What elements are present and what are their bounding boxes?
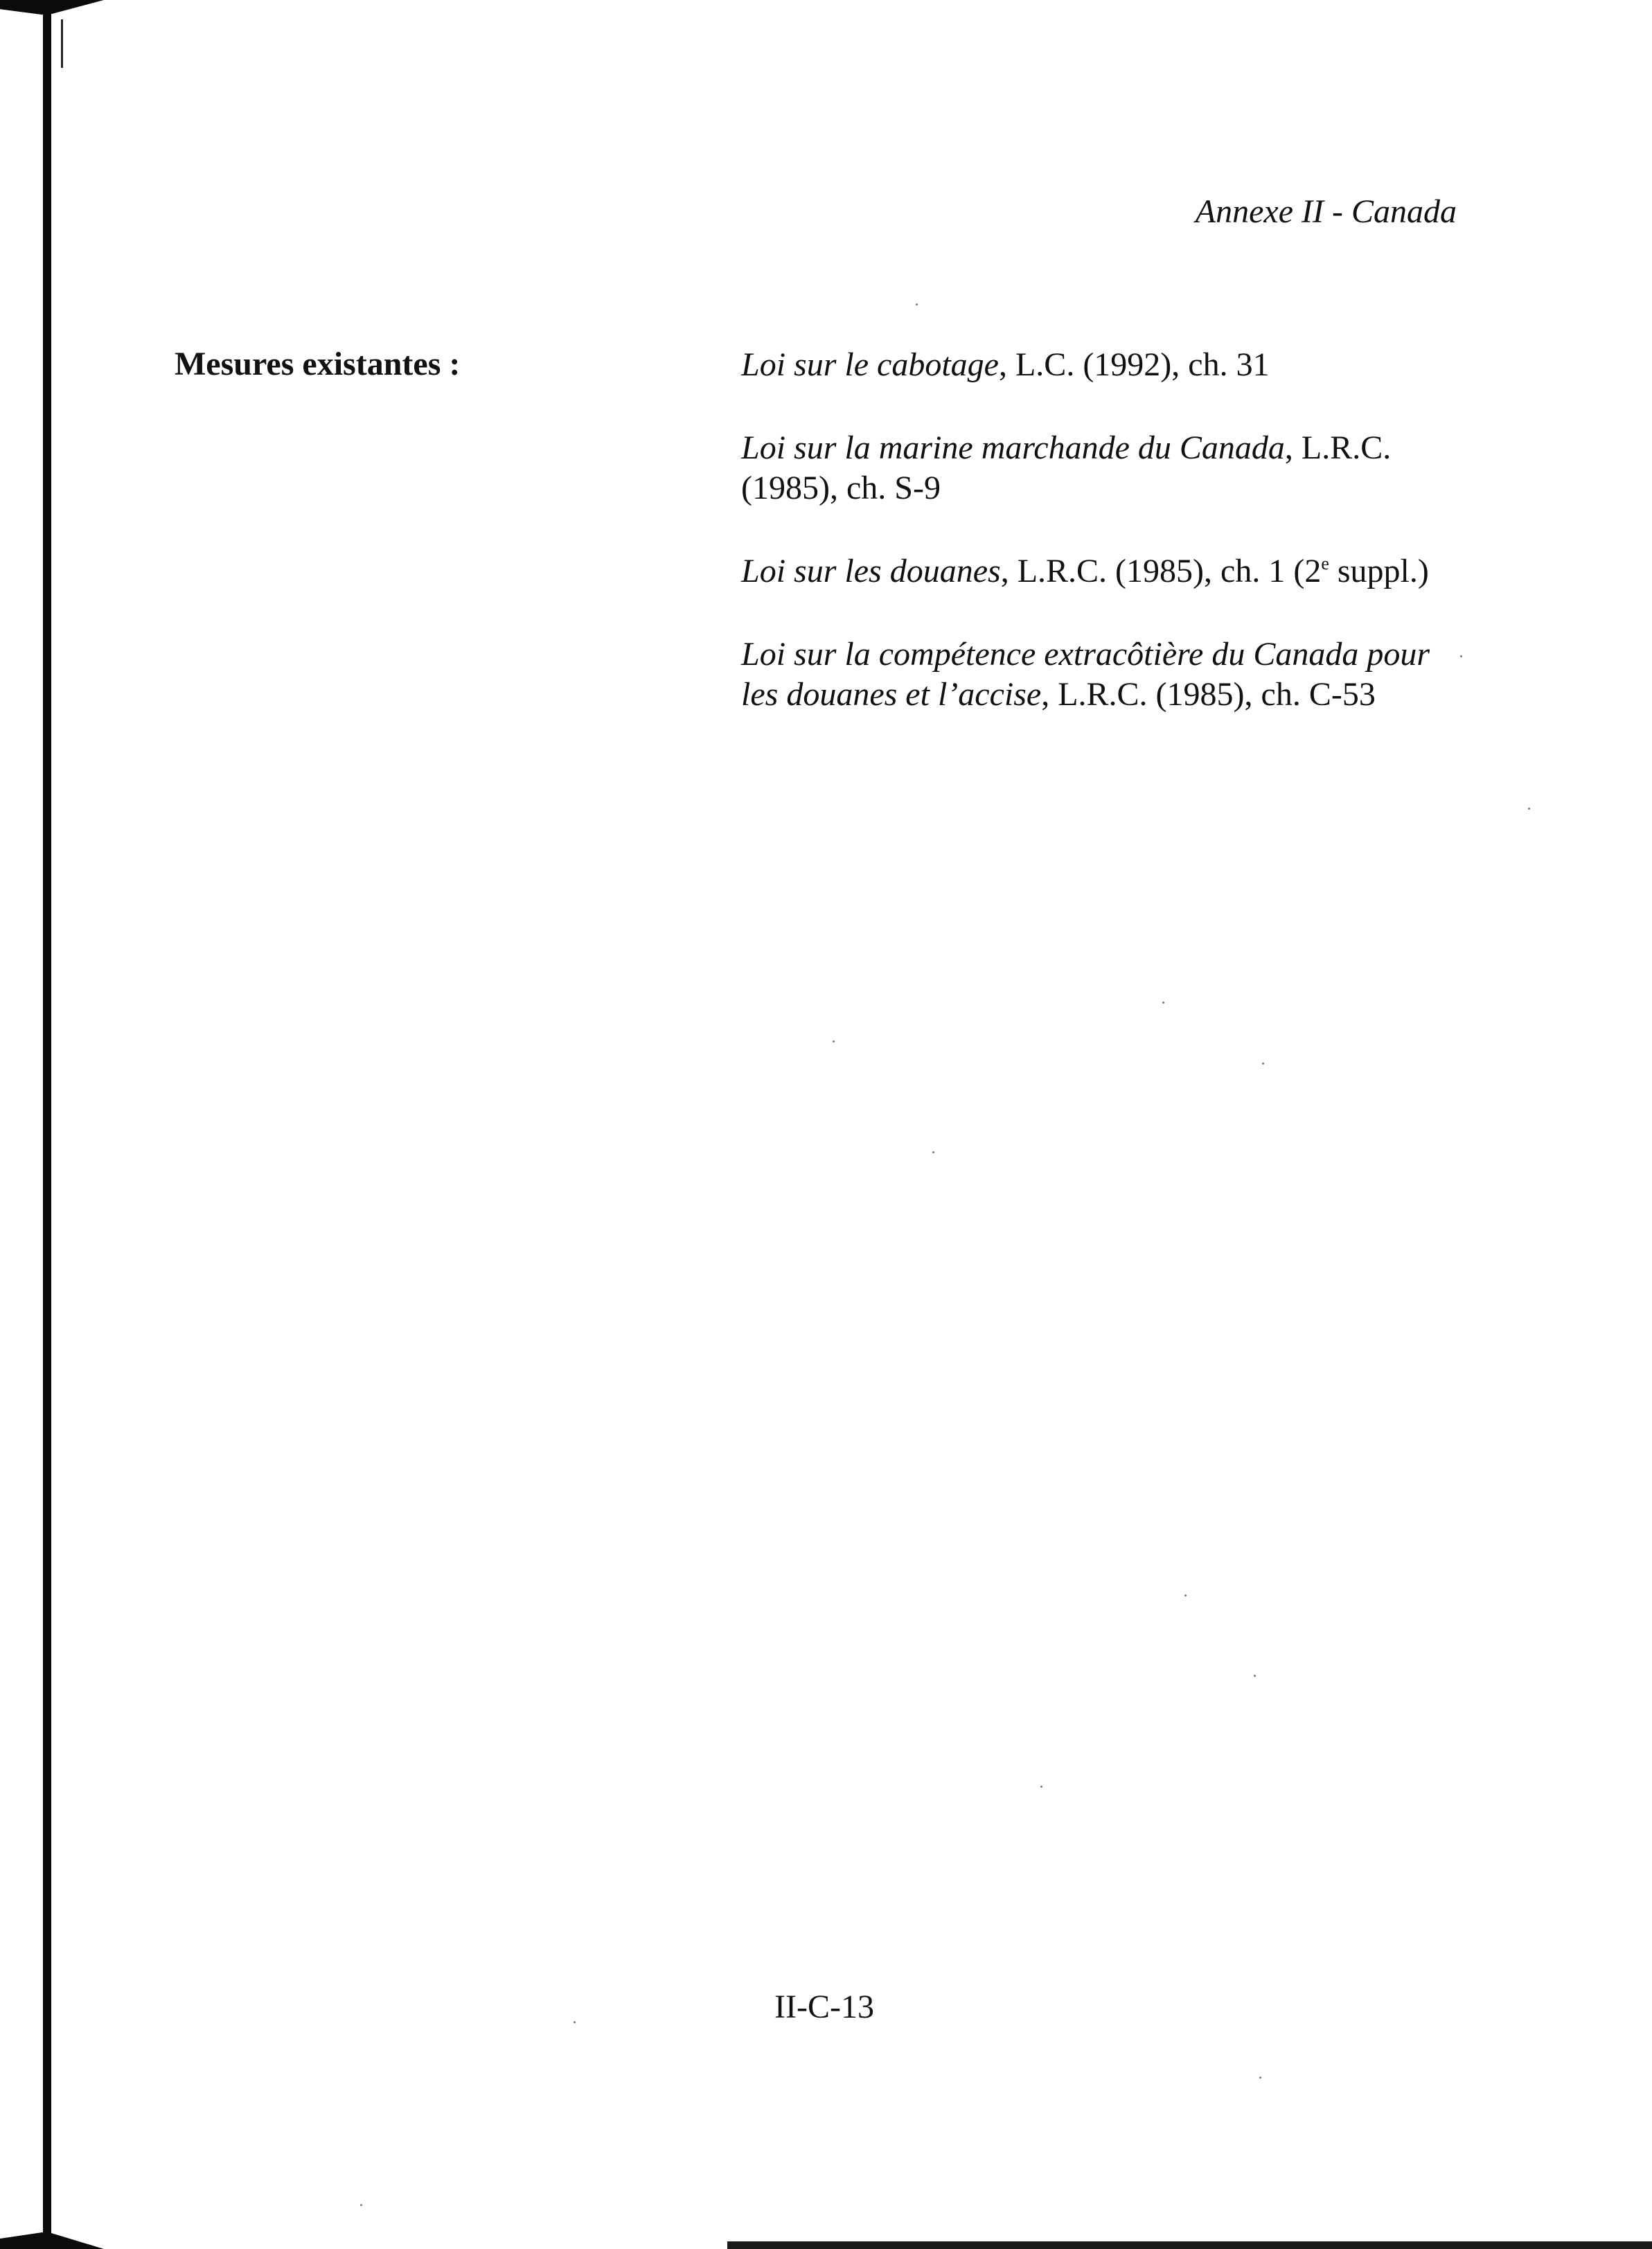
binding-mark xyxy=(61,19,63,68)
scan-speck xyxy=(833,1040,835,1042)
scan-speck xyxy=(574,2021,576,2023)
measure-citation-tail: suppl.) xyxy=(1329,553,1429,589)
measure-title: Loi sur la compétence extracôtière du Canada pour les douanes et l’accise xyxy=(741,636,1430,713)
measure-item xyxy=(741,428,1462,508)
page-number: II-C-13 xyxy=(774,1989,874,2025)
scan-speck xyxy=(1262,1063,1264,1065)
scan-speck xyxy=(1528,808,1530,810)
measure-superscript: e xyxy=(1321,553,1329,574)
measure-citation: , L.R.C. (1985), ch. 1 (2 xyxy=(1000,553,1322,589)
scan-speck xyxy=(1460,655,1462,657)
measure-citation: , L.C. (1992), ch. 31 xyxy=(998,346,1270,383)
binding-corner-top xyxy=(0,0,104,15)
scan-speck xyxy=(1254,1675,1256,1677)
measure-item xyxy=(741,345,1462,385)
measure-item xyxy=(741,551,1462,592)
scan-speck xyxy=(1184,1594,1187,1597)
running-header: Annexe II - Canada xyxy=(1195,193,1457,230)
measure-title: Loi sur la marine marchande du Canada xyxy=(741,429,1285,466)
binding-corner-bottom xyxy=(0,2232,104,2249)
measure-title: Loi sur le cabotage xyxy=(741,346,999,383)
measures-list xyxy=(741,345,1462,758)
scan-speck xyxy=(1040,1786,1042,1788)
measure-item xyxy=(741,634,1462,715)
measure-citation: , L.R.C. (1985), ch. S-9 xyxy=(741,429,1392,506)
scan-speck xyxy=(360,2204,362,2206)
scan-speck xyxy=(932,1151,934,1153)
section-label: Mesures existantes : xyxy=(175,346,461,382)
scan-speck xyxy=(1259,2077,1261,2079)
scan-speck xyxy=(916,303,918,305)
scan-speck xyxy=(1162,1002,1164,1004)
measure-citation: , L.R.C. (1985), ch. C-53 xyxy=(1041,676,1376,713)
page-binding-edge xyxy=(43,0,51,2249)
bottom-scan-edge xyxy=(727,2241,1652,2249)
measure-title: Loi sur les douanes xyxy=(741,553,1001,589)
